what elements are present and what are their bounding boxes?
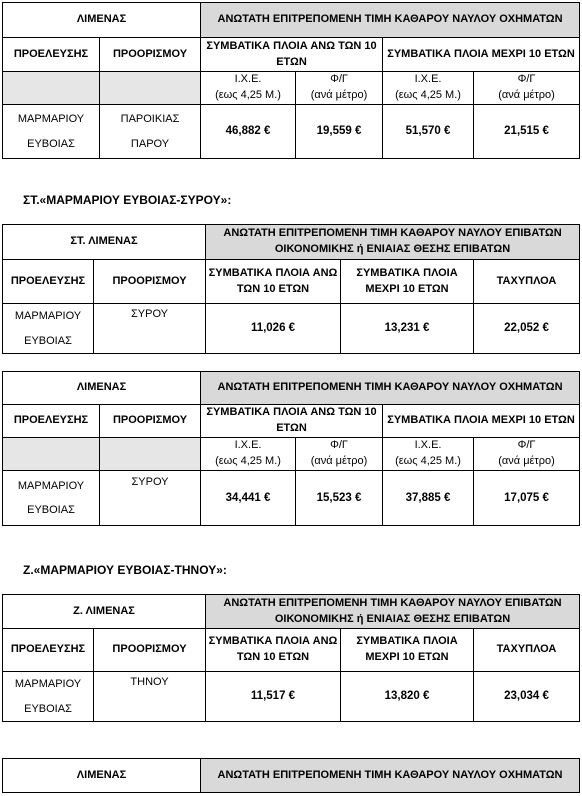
origin-port: ΜΑΡΜΑΡΙΟΥ ΕΥΒΟΙΑΣ <box>3 470 100 525</box>
max-fare-header: ΑΝΩΤΑΤΗ ΕΠΙΤΡΕΠΟΜΕΝΗ ΤΙΜΗ ΚΑΘΑΡΟΥ ΝΑΥΛΟΥ ΕΠΙΒΑΤΩΝ ΟΙΚΟΝΟΜΙΚΗΣ ή ΕΝΙΑΙΑΣ ΘΕΣΗΣ ΕΠΙΒΑΤΩΝ <box>206 225 580 260</box>
fare-value: 19,559 € <box>296 105 383 159</box>
truck-header: Φ/Γ (ανά μέτρο) <box>474 72 580 105</box>
vehicle-fare-table-paros <box>2 2 580 159</box>
conventional-over-10-header: ΣΥΜΒΑΤΙΚΑ ΠΛΟΙΑ ΑΝΩ ΤΩΝ 10 ΕΤΩΝ <box>201 405 383 438</box>
conventional-upto-10-header: ΣΥΜΒΑΤΙΚΑ ΠΛΟΙΑ ΜΕΧΡΙ 10 ΕΤΩΝ <box>383 405 580 438</box>
destination-header: ΠΡΟΟΡΙΣΜΟΥ <box>100 405 201 438</box>
car-header: Ι.Χ.Ε. (εως 4,25 Μ.) <box>383 437 474 470</box>
destination-port: ΤΗΝΟΥ <box>94 672 206 722</box>
destination-port: ΣΥΡΟΥ <box>100 470 201 525</box>
conventional-upto-10-header: ΣΥΜΒΑΤΙΚΑ ΠΛΟΙΑ ΜΕΧΡΙ 10 ΕΤΩΝ <box>341 629 474 672</box>
fare-value: 22,052 € <box>474 304 580 354</box>
truck-header: Φ/Γ (ανά μέτρο) <box>474 437 580 470</box>
fare-value: 13,231 € <box>341 304 474 354</box>
blank-cell <box>3 437 100 470</box>
port-header: ΣΤ. ΛΙΜΕΝΑΣ <box>3 225 206 260</box>
fare-value: 51,570 € <box>383 105 474 159</box>
car-header: Ι.Χ.Ε. (εως 4,25 Μ.) <box>201 437 296 470</box>
section-heading-syros: ΣΤ.«ΜΑΡΜΑΡΙΟΥ ΕΥΒΟΙΑΣ-ΣΥΡΟΥ»: <box>23 193 232 207</box>
origin-header: ΠΡΟΕΛΕΥΣΗΣ <box>3 260 94 304</box>
fare-value: 34,441 € <box>201 470 296 525</box>
origin-header: ΠΡΟΕΛΕΥΣΗΣ <box>3 405 100 438</box>
blank-cell <box>100 72 201 105</box>
blank-cell <box>100 437 201 470</box>
conventional-over-10-header: ΣΥΜΒΑΤΙΚΑ ΠΛΟΙΑ ΑΝΩ ΤΩΝ 10 ΕΤΩΝ <box>201 38 383 72</box>
blank-cell <box>3 72 100 105</box>
fare-value: 11,026 € <box>206 304 341 354</box>
max-fare-header: ΑΝΩΤΑΤΗ ΕΠΙΤΡΕΠΟΜΕΝΗ ΤΙΜΗ ΚΑΘΑΡΟΥ ΝΑΥΛΟΥ ΟΧΗΜΑΤΩΝ <box>201 372 580 405</box>
fast-vessels-header: ΤΑΧΥΠΛΟΑ <box>474 629 580 672</box>
destination-header: ΠΡΟΟΡΙΣΜΟΥ <box>94 629 206 672</box>
fare-value: 13,820 € <box>341 672 474 722</box>
origin-port: ΜΑΡΜΑΡΙΟΥ ΕΥΒΟΙΑΣ <box>3 672 94 722</box>
vehicle-fare-table-tinos <box>2 758 580 793</box>
origin-header: ΠΡΟΕΛΕΥΣΗΣ <box>3 629 94 672</box>
conventional-over-10-header: ΣΥΜΒΑΤΙΚΑ ΠΛΟΙΑ ΑΝΩ ΤΩΝ 10 ΕΤΩΝ <box>206 629 341 672</box>
conventional-upto-10-header: ΣΥΜΒΑΤΙΚΑ ΠΛΟΙΑ ΜΕΧΡΙ 10 ΕΤΩΝ <box>383 38 580 72</box>
truck-header: Φ/Γ (ανά μέτρο) <box>296 437 383 470</box>
fare-value: 37,885 € <box>383 470 474 525</box>
destination-header: ΠΡΟΟΡΙΣΜΟΥ <box>94 260 206 304</box>
vehicle-fare-table-syros <box>2 371 580 526</box>
fare-value: 21,515 € <box>474 105 580 159</box>
destination-port: ΠΑΡΟΙΚΙΑΣ ΠΑΡΟΥ <box>100 105 201 159</box>
port-header: ΛΙΜΕΝΑΣ <box>3 3 201 38</box>
port-header: ΛΙΜΕΝΑΣ <box>3 759 201 793</box>
fare-value: 23,034 € <box>474 672 580 722</box>
port-header: ΛΙΜΕΝΑΣ <box>3 372 201 405</box>
fare-value: 15,523 € <box>296 470 383 525</box>
conventional-upto-10-header: ΣΥΜΒΑΤΙΚΑ ΠΛΟΙΑ ΜΕΧΡΙ 10 ΕΤΩΝ <box>341 260 474 304</box>
fast-vessels-header: ΤΑΧΥΠΛΟΑ <box>474 260 580 304</box>
origin-header: ΠΡΟΕΛΕΥΣΗΣ <box>3 38 100 72</box>
max-fare-header: ΑΝΩΤΑΤΗ ΕΠΙΤΡΕΠΟΜΕΝΗ ΤΙΜΗ ΚΑΘΑΡΟΥ ΝΑΥΛΟΥ ΟΧΗΜΑΤΩΝ <box>201 759 580 793</box>
origin-port: ΜΑΡΜΑΡΙΟΥ ΕΥΒΟΙΑΣ <box>3 304 94 354</box>
destination-port: ΣΥΡΟΥ <box>94 304 206 354</box>
conventional-over-10-header: ΣΥΜΒΑΤΙΚΑ ΠΛΟΙΑ ΑΝΩ ΤΩΝ 10 ΕΤΩΝ <box>206 260 341 304</box>
car-header: Ι.Χ.Ε. (εως 4,25 Μ.) <box>383 72 474 105</box>
car-header: Ι.Χ.Ε. (εως 4,25 Μ.) <box>201 72 296 105</box>
fare-value: 11,517 € <box>206 672 341 722</box>
passenger-fare-table-tinos <box>2 594 580 722</box>
destination-header: ΠΡΟΟΡΙΣΜΟΥ <box>100 38 201 72</box>
port-header: Ζ. ΛΙΜΕΝΑΣ <box>3 595 206 629</box>
origin-port: ΜΑΡΜΑΡΙΟΥ ΕΥΒΟΙΑΣ <box>3 105 100 159</box>
fare-value: 17,075 € <box>474 470 580 525</box>
max-fare-header: ΑΝΩΤΑΤΗ ΕΠΙΤΡΕΠΟΜΕΝΗ ΤΙΜΗ ΚΑΘΑΡΟΥ ΝΑΥΛΟΥ ΕΠΙΒΑΤΩΝ ΟΙΚΟΝΟΜΙΚΗΣ ή ΕΝΙΑΙΑΣ ΘΕΣΗΣ ΕΠΙΒΑΤΩΝ <box>206 595 580 629</box>
max-fare-header: ΑΝΩΤΑΤΗ ΕΠΙΤΡΕΠΟΜΕΝΗ ΤΙΜΗ ΚΑΘΑΡΟΥ ΝΑΥΛΟΥ ΟΧΗΜΑΤΩΝ <box>201 3 580 38</box>
section-heading-tinos: Ζ.«ΜΑΡΜΑΡΙΟΥ ΕΥΒΟΙΑΣ-ΤΗΝΟΥ»: <box>23 563 227 577</box>
truck-header: Φ/Γ (ανά μέτρο) <box>296 72 383 105</box>
fare-value: 46,882 € <box>201 105 296 159</box>
passenger-fare-table-syros <box>2 224 580 354</box>
